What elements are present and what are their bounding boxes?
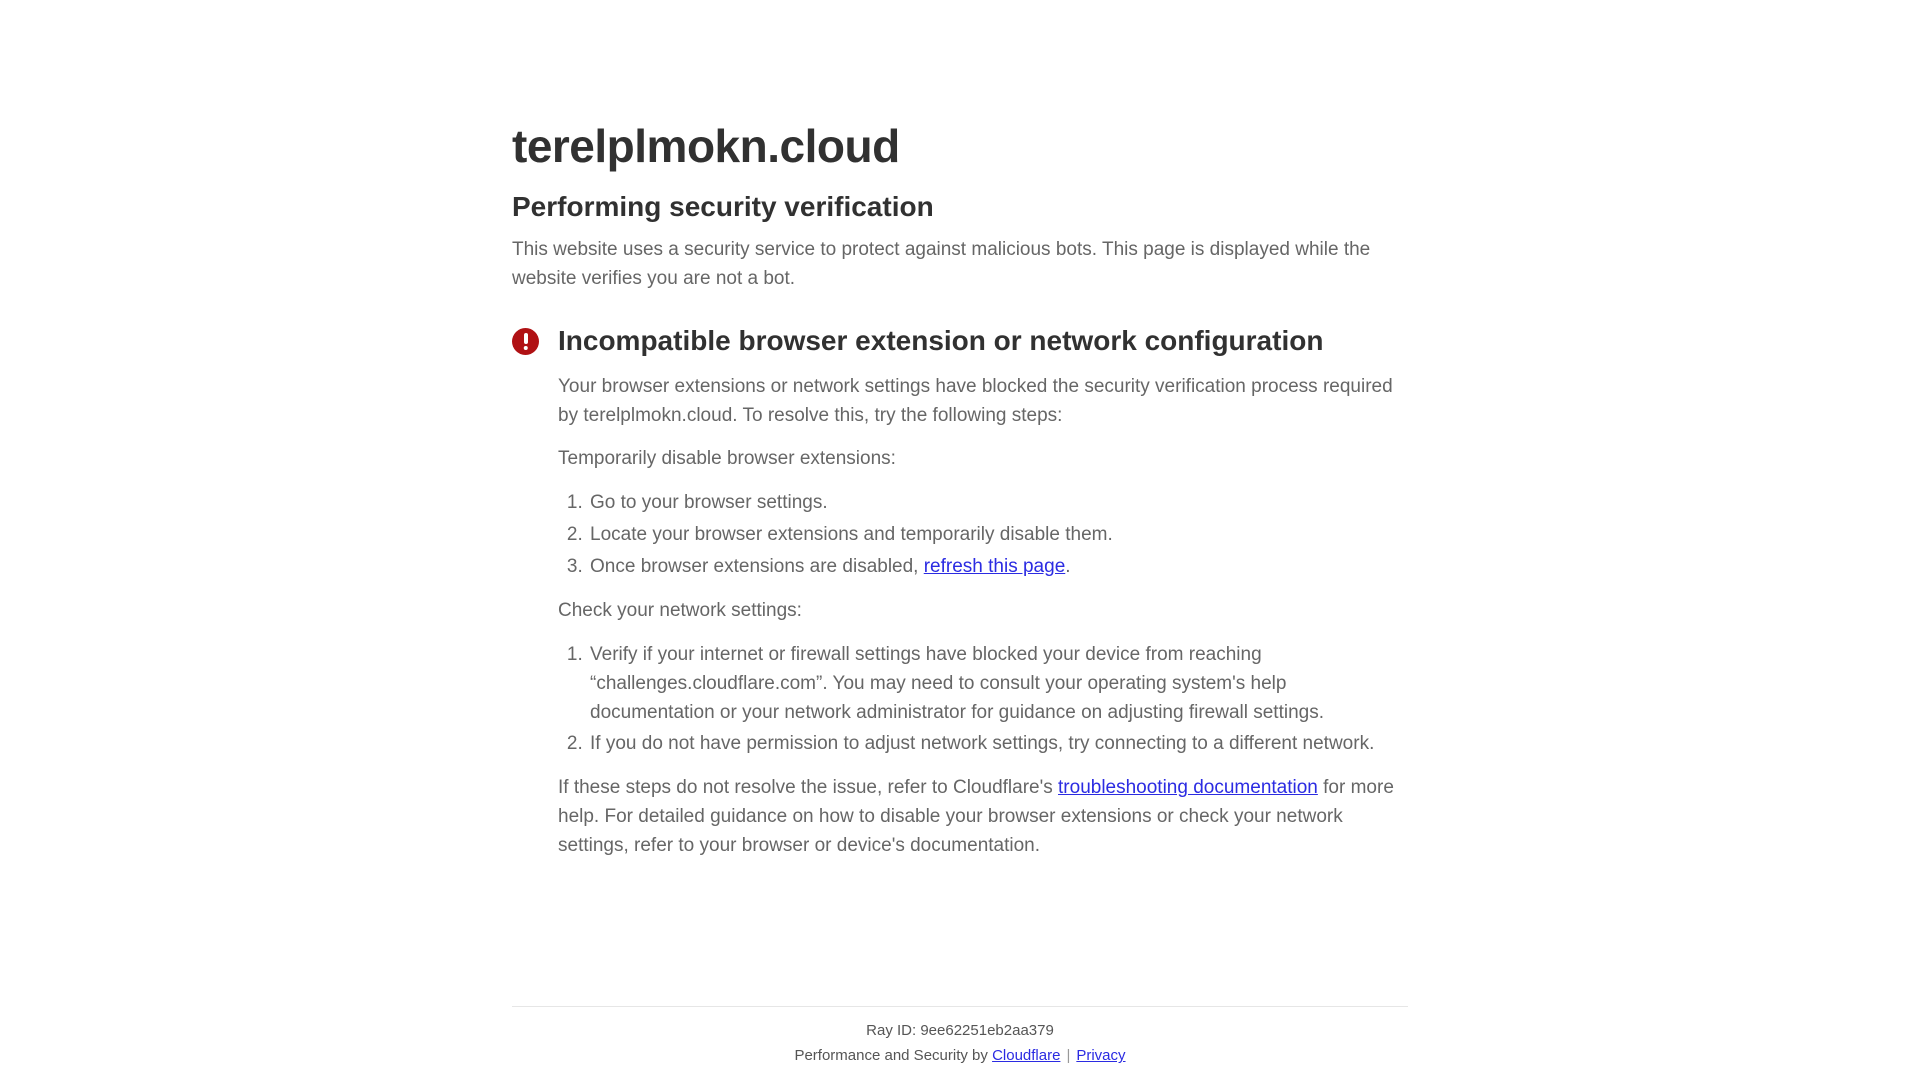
extensions-steps-list [558, 489, 1408, 582]
refresh-page-link[interactable]: refresh this page [923, 556, 1066, 578]
privacy-link[interactable]: Privacy [1076, 1047, 1126, 1065]
page-container [512, 0, 1408, 1080]
attribution-line [512, 1047, 1408, 1066]
network-step-2: 2. If you do not have permission to adjust network settings, try connecting to a different network. [588, 730, 1408, 759]
alert-exclamation-icon [512, 328, 539, 355]
error-description: Your browser extensions or network settings have blocked the security verification process required by terelplmokn.cloud. To resolve this, try the following steps: [558, 375, 1393, 426]
page-footer [512, 1006, 1408, 1080]
extensions-step-1: 1. Go to your browser settings. [588, 489, 1408, 518]
closing-post-text: for more help. For detailed guidance on how to disable your browser extensions or check your network settings, refer to your browser or device's documentation. [558, 777, 1394, 857]
troubleshooting-docs-link[interactable]: troubleshooting documentation [1058, 777, 1318, 799]
error-heading: Incompatible browser extension or network configuration [558, 325, 1324, 357]
ray-id-value: 9ee62251eb2aa379 [920, 1021, 1054, 1039]
closing-pre-text: If these steps do not resolve the issue, refer to Cloudflare's [558, 777, 1059, 799]
attribution-text: Performance and Security by [794, 1047, 988, 1065]
extensions-step-3-period: . [1065, 556, 1071, 578]
security-verification-subtitle: Performing security verification [512, 190, 934, 222]
network-intro: Check your network settings: [558, 599, 802, 621]
ray-id-label: Ray ID: [866, 1021, 917, 1039]
extensions-step-2: 2. Locate your browser extensions and temporarily disable them. [588, 521, 1408, 550]
network-step-1: 1. Verify if your internet or firewall settings have blocked your device from reaching “challenges.cloudflare.com”. You may need to consult your operating system's help documentation or your network administrator for guidance on adjusting firewall settings. [588, 641, 1408, 728]
site-domain-title: terelplmokn.cloud [512, 120, 900, 172]
extensions-step-3 [588, 553, 1408, 582]
error-section-header [512, 325, 1408, 357]
error-section-body [558, 358, 1408, 876]
cloudflare-link[interactable]: Cloudflare [992, 1047, 1061, 1065]
extensions-intro: Temporarily disable browser extensions: [558, 448, 896, 470]
ray-id-line [512, 1022, 1408, 1041]
footer-separator: | [1066, 1047, 1071, 1065]
network-steps-list [558, 641, 1408, 760]
extensions-step-3-text: Once browser extensions are disabled, [590, 556, 924, 578]
closing-paragraph [558, 774, 1408, 861]
page-description: This website uses a security service to protect against malicious bots. This page is displayed while the website verifies you are not a bot. [512, 238, 1371, 289]
